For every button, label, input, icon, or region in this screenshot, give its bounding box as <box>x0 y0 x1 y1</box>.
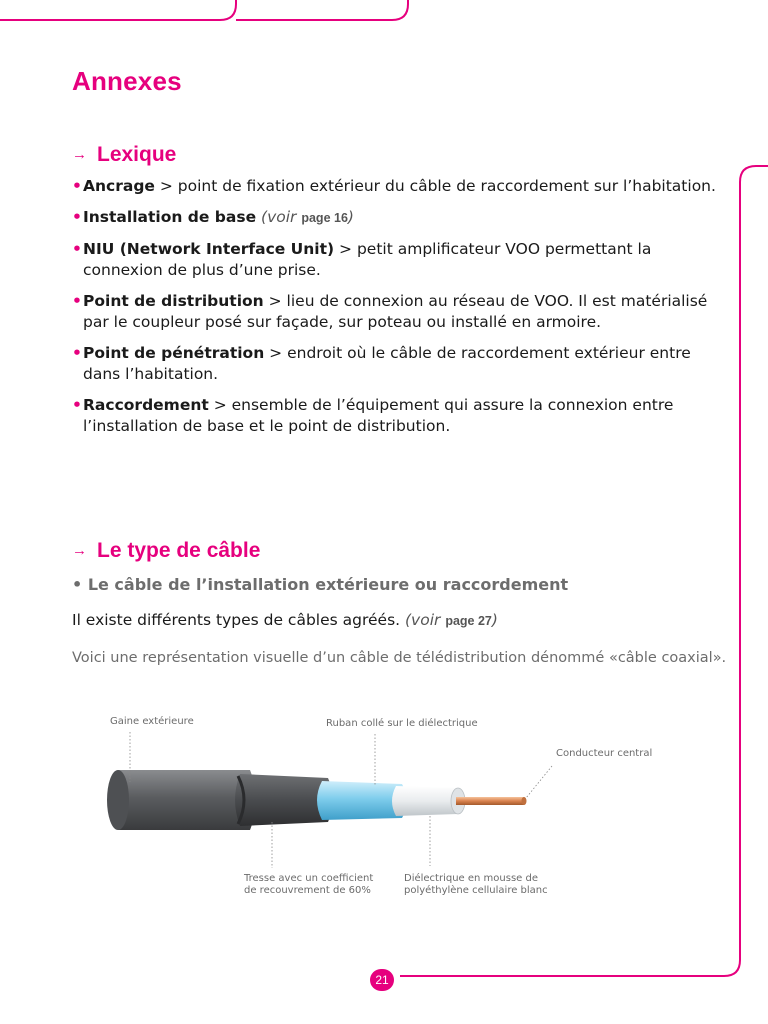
bullet-icon: • <box>72 208 82 226</box>
cable-description-paragraph: Voici une représentation visuelle d’un câble de télédistribution dénommé «câble coaxial». <box>72 650 727 666</box>
bullet-icon: • <box>72 396 82 414</box>
label-dielectrique <box>404 873 548 897</box>
lexique-definition: > petit amplificateur VOO permettant la connexion de plus d’une prise. <box>83 240 652 279</box>
page-number-badge: 21 <box>370 969 394 991</box>
label-tresse-line2: de recouvrement de 60% <box>244 885 371 896</box>
arrow-right-icon: → <box>72 146 87 163</box>
label-gaine-exterieure: Gaine extérieure <box>110 716 194 727</box>
lexique-term: Point de distribution <box>83 292 264 310</box>
arrow-right-icon: → <box>72 542 87 559</box>
bullet-icon: • <box>72 240 82 258</box>
lexique-term: Raccordement <box>83 396 209 414</box>
label-ruban: Ruban collé sur le diélectrique <box>326 718 478 729</box>
outer-jacket-end <box>107 770 129 830</box>
lexique-term: Installation de base <box>83 208 257 226</box>
voir-close: ) <box>491 611 498 629</box>
cable-heading-text: Le type de câble <box>97 539 261 562</box>
lexique-definition: > point de fixation extérieur du câble de raccordement sur l’habitation. <box>154 177 716 195</box>
lexique-term: Point de pénétration <box>83 344 265 362</box>
voir-text: (voir <box>400 611 446 629</box>
lexique-definition: > endroit où le câble de raccordement extérieur entre dans l’habitation. <box>83 344 691 383</box>
voir-text: (voir <box>256 208 302 226</box>
label-dielectrique-line1: Diélectrique en mousse de <box>404 873 539 884</box>
bullet-icon: • <box>72 292 82 310</box>
lexique-definition: > ensemble de l’équipement qui assure la connexion entre l’installation de base et le point de distribution. <box>83 396 674 435</box>
label-dielectrique-line2: polyéthylène cellulaire blanc <box>404 885 548 896</box>
lexique-heading-text: Lexique <box>97 143 177 166</box>
cable-types-text: Il existe différents types de câbles agréés. <box>72 611 401 629</box>
label-conducteur-central: Conducteur central <box>556 748 653 759</box>
label-tresse <box>244 873 373 897</box>
voir-close: ) <box>347 208 354 226</box>
bullet-icon: • <box>72 177 82 195</box>
page-title: Annexes <box>72 66 182 96</box>
lexique-term: Ancrage <box>83 177 155 195</box>
bullet-icon: • <box>72 575 83 594</box>
cable-subheading-text: Le câble de l’installation extérieure ou raccordement <box>87 575 569 594</box>
lexique-term: NIU (Network Interface Unit) <box>83 240 335 258</box>
lexique-definition: > lieu de connexion au réseau de VOO. Il est matérialisé par le coupleur posé sur façade, sur poteau ou installé en armoire. <box>83 292 708 331</box>
bullet-icon: • <box>72 344 82 362</box>
outer-jacket <box>112 770 256 830</box>
page-reference-link[interactable]: page 27 <box>445 614 492 628</box>
copper-conductor <box>456 797 526 805</box>
leader-conducteur <box>526 766 552 798</box>
label-tresse-line1: Tresse avec un coefficient <box>244 873 374 884</box>
page-reference-link[interactable]: page 16 <box>301 211 348 225</box>
